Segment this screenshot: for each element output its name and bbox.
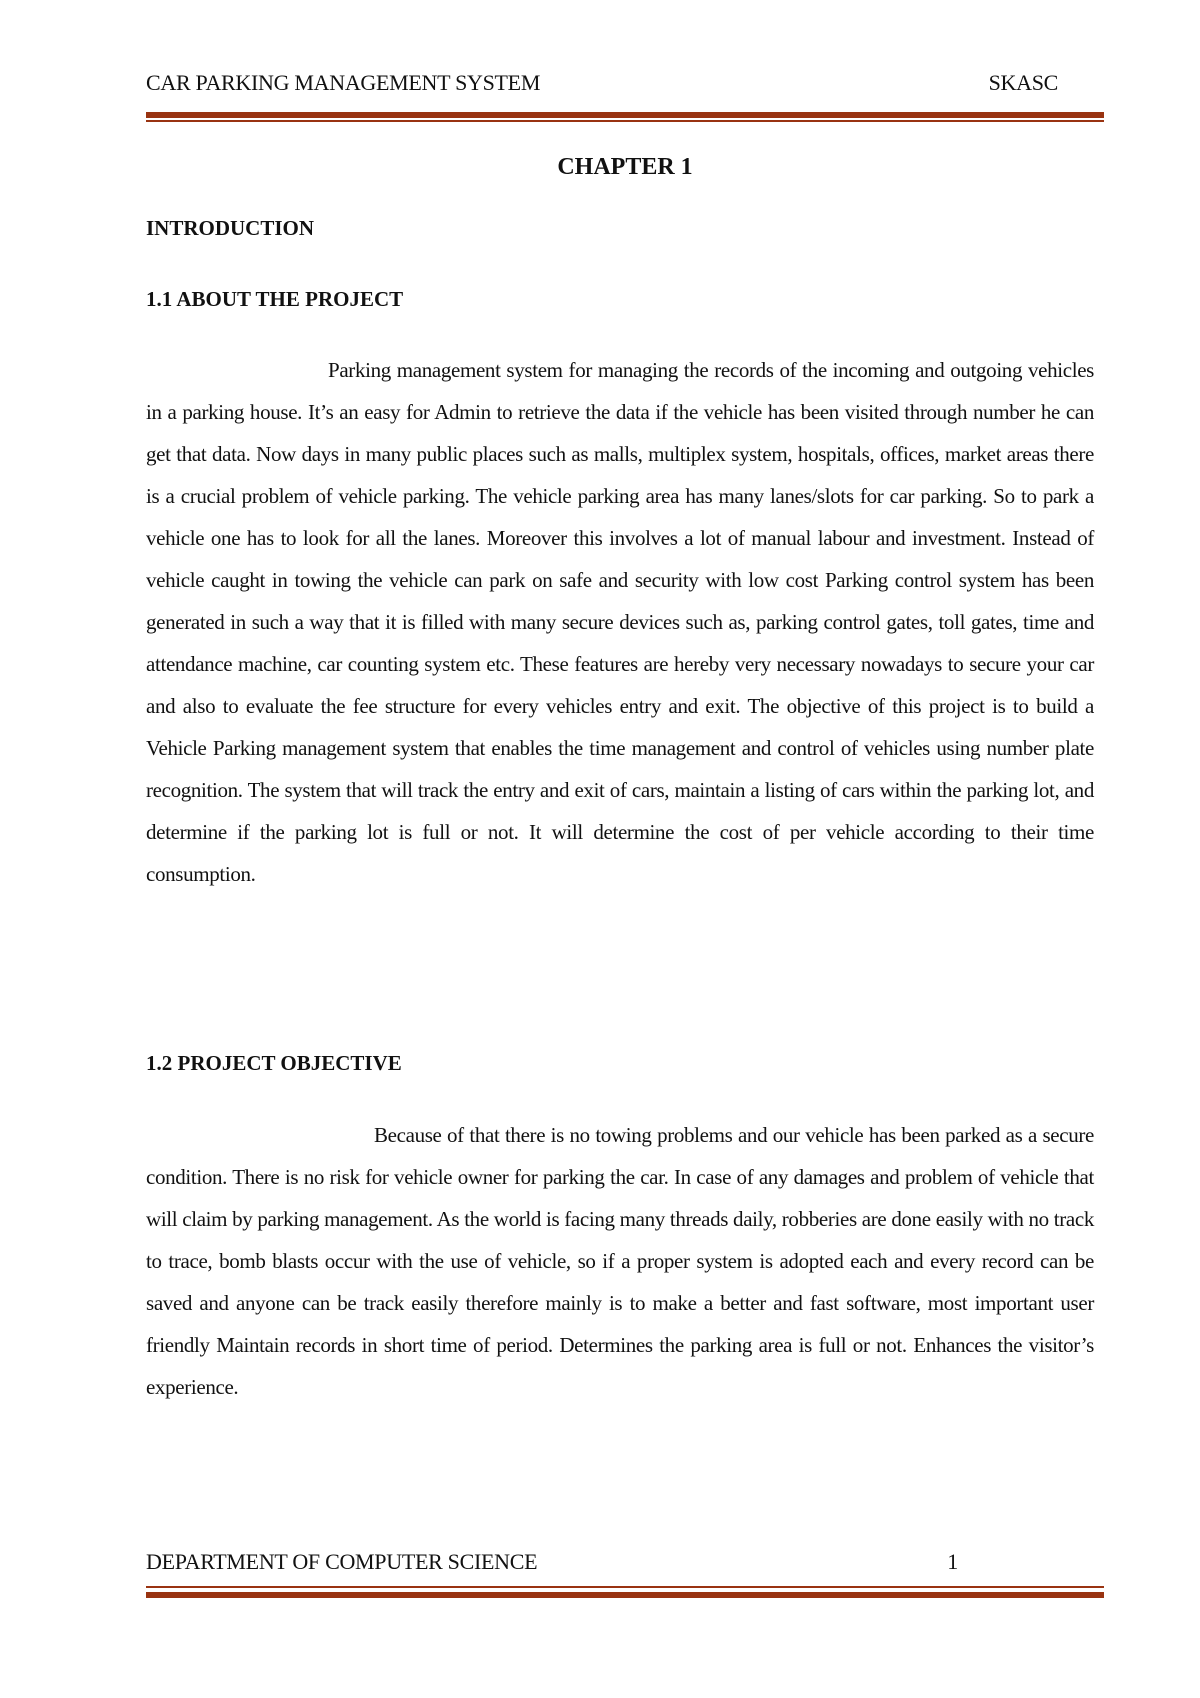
- footer-rule-thin: [146, 1586, 1104, 1588]
- section-heading-about: 1.1 ABOUT THE PROJECT: [146, 287, 404, 311]
- header-rule-thin: [146, 120, 1104, 122]
- page-footer: [146, 1549, 958, 1575]
- section-body-objective: Because of that there is no towing problems and our vehicle has been parked as a secure condition. There is no risk for vehicle owner for parking the car. In case of any damages and problem of vehicle that will claim by parking management. As the world is facing many threads daily, robberies are done easily with no track to trace, bomb blasts occur with the use of vehicle, so if a proper system is adopted each and every record can be saved and anyone can be track easily therefore mainly is to make a better and fast software, most important user friendly Maintain records in short time of period. Determines the parking area is full or not. Enhances the visitor’s experience.: [146, 1123, 1094, 1399]
- footer-rule-thick: [146, 1592, 1104, 1598]
- section-heading-objective: 1.2 PROJECT OBJECTIVE: [146, 1051, 402, 1075]
- header-title: CAR PARKING MANAGEMENT SYSTEM: [146, 70, 541, 95]
- intro-heading: INTRODUCTION: [146, 216, 315, 240]
- chapter-title: CHAPTER 1: [557, 154, 693, 180]
- section-body-about: Parking management system for managing the records of the incoming and outgoing vehicles in a parking house. It’s an easy for Admin to retrieve the data if the vehicle has been visited through number he can get that data. Now days in many public places such as malls, multiplex system, hospitals, offices, market areas there is a crucial problem of vehicle parking. The vehicle parking area has many lanes/slots for car parking. So to park a vehicle one has to look for all the lanes. Moreover this involves a lot of manual labour and investment. Instead of vehicle caught in towing the vehicle can park on safe and security with low cost Parking control system has been generated in such a way that it is filled with many secure devices such as, parking control gates, toll gates, time and attendance machine, car counting system etc. These features are hereby very necessary nowadays to secure your car and also to evaluate the fee structure for every vehicles entry and exit. The objective of this project is to build a Vehicle Parking management system that enables the time management and control of vehicles using number plate recognition. The system that will track the entry and exit of cars, maintain a listing of cars within the parking lot, and determine if the parking lot is full or not. It will determine the cost of per vehicle according to their time consumption.: [146, 358, 1094, 886]
- page-header: [146, 68, 1058, 104]
- footer-department: DEPARTMENT OF COMPUTER SCIENCE: [146, 1549, 538, 1574]
- header-institution: SKASC: [988, 70, 1058, 95]
- page-number: 1: [947, 1549, 958, 1574]
- header-rule-thick: [146, 112, 1104, 118]
